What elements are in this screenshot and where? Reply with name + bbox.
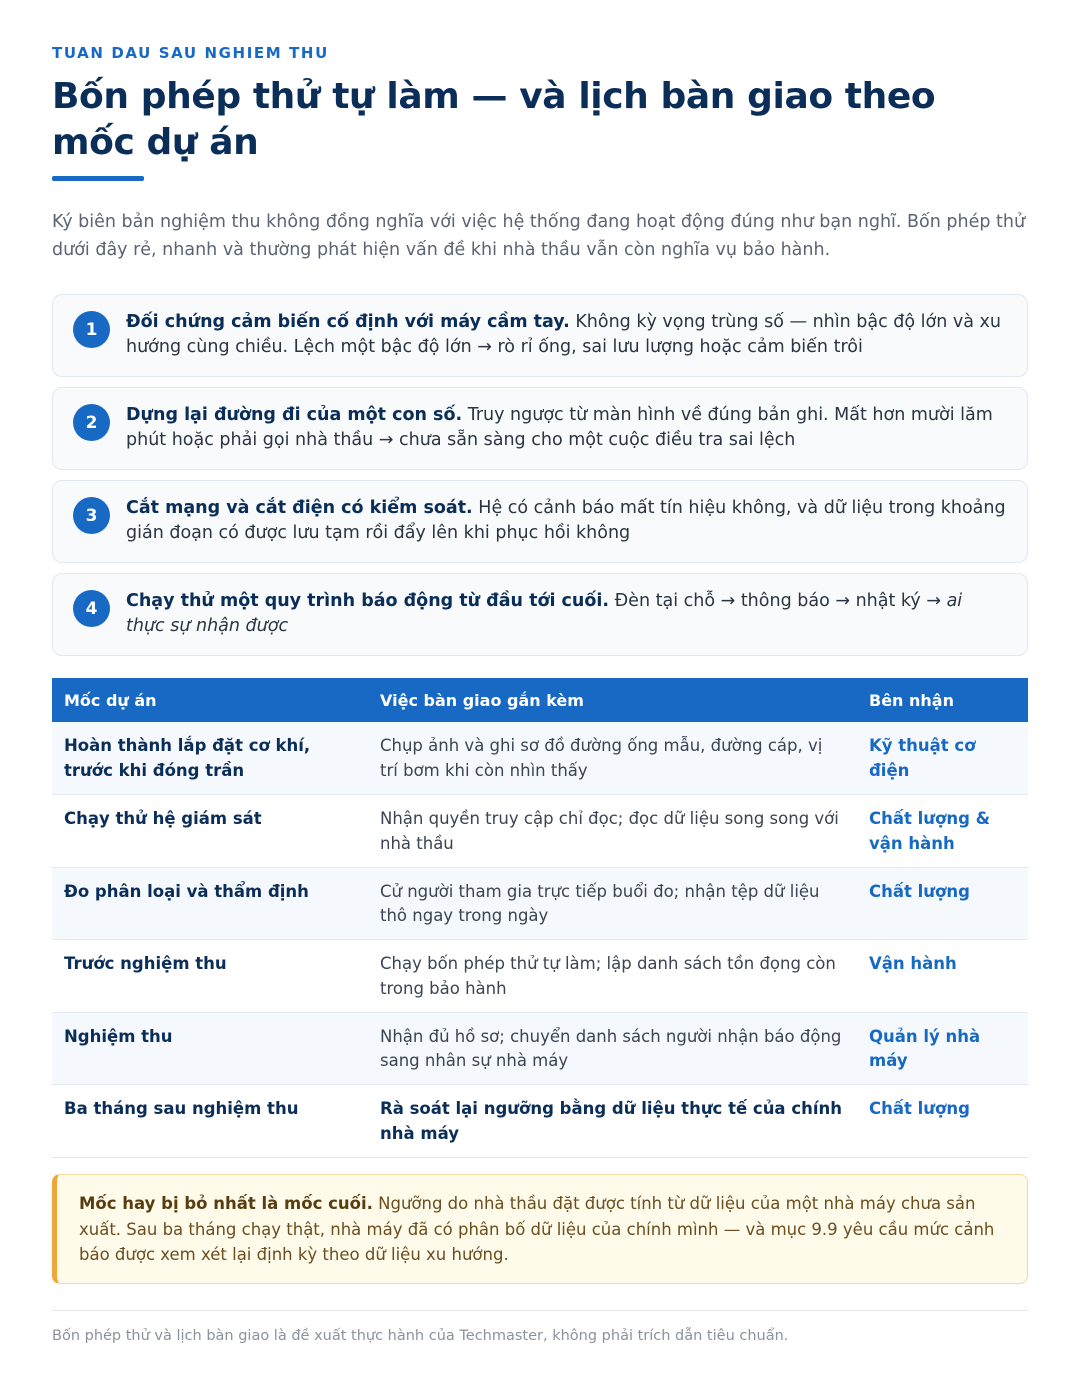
column-header-milestone: Mốc dự án — [52, 678, 368, 722]
table-row — [52, 867, 1028, 940]
table-row — [52, 1012, 1028, 1085]
owner-cell: Kỹ thuật cơ điện — [857, 722, 1028, 795]
table-row — [52, 940, 1028, 1013]
owner-cell: Chất lượng & vận hành — [857, 795, 1028, 868]
step-text — [126, 403, 1006, 453]
intro-paragraph: Ký biên bản nghiệm thu không đồng nghĩa với việc hệ thống đang hoạt động đúng như bạn nghĩ. Bốn phép thử dưới đây rẻ, nhanh và thường phát hiện vấn đề khi nhà thầu vẫn còn nghĩa vụ bảo hành. — [52, 212, 1026, 260]
footer-note: Bốn phép thử và lịch bàn giao là đề xuất thực hành của Techmaster, không phải trích dẫn tiêu chuẩn. — [52, 1328, 789, 1344]
callout-body: Ngưỡng do nhà thầu đặt được tính từ dữ liệu của một nhà máy chưa sản xuất. Sau ba tháng chạy thật, nhà máy đã có phân bố dữ liệu của chính mình — và mục 9.9 yêu cầu mức cảnh báo được xem xét lại định kỳ theo dữ liệu xu hướng. — [79, 1194, 995, 1264]
page-title: Bốn phép thử tự làm — và lịch bàn giao theo mốc dự án — [52, 76, 936, 163]
callout-note — [52, 1174, 1028, 1284]
table-row — [52, 722, 1028, 795]
deliverable-cell: Cử người tham gia trực tiếp buổi đo; nhận tệp dữ liệu thô ngay trong ngày — [368, 867, 857, 940]
table-header-row — [52, 678, 1028, 722]
owner-cell: Quản lý nhà máy — [857, 1012, 1028, 1085]
owner-cell: Chất lượng — [857, 1085, 1028, 1158]
step-number-badge: 1 — [73, 311, 110, 348]
owner-cell: Chất lượng — [857, 867, 1028, 940]
milestone-cell: Hoàn thành lắp đặt cơ khí, trước khi đóng trần — [52, 722, 368, 795]
step-card — [52, 573, 1028, 656]
footer-divider — [52, 1310, 1028, 1311]
step-emphasis: ai thực sự nhận được — [126, 591, 963, 636]
test-steps-list — [52, 294, 1028, 666]
step-text — [126, 589, 1006, 639]
milestone-cell: Nghiệm thu — [52, 1012, 368, 1085]
step-card — [52, 387, 1028, 470]
step-text — [126, 496, 1006, 546]
step-number-badge: 4 — [73, 590, 110, 627]
step-text — [126, 310, 1006, 360]
deliverable-cell: Rà soát lại ngưỡng bằng dữ liệu thực tế của chính nhà máy — [368, 1085, 857, 1158]
column-header-deliverable: Việc bàn giao gắn kèm — [368, 678, 857, 722]
table-row — [52, 795, 1028, 868]
deliverable-cell: Chạy bốn phép thử tự làm; lập danh sách tồn đọng còn trong bảo hành — [368, 940, 857, 1013]
milestone-handover-table — [52, 678, 1028, 1158]
step-number-badge: 2 — [73, 404, 110, 441]
step-body: Truy ngược từ màn hình về đúng bản ghi. Mất hơn mười lăm phút hoặc phải gọi nhà thầu → chưa sẵn sàng cho một cuộc điều tra sai lệch — [126, 405, 993, 450]
step-card — [52, 294, 1028, 377]
deliverable-cell: Chụp ảnh và ghi sơ đồ đường ống mẫu, đường cáp, vị trí bơm khi còn nhìn thấy — [368, 722, 857, 795]
step-number-badge: 3 — [73, 497, 110, 534]
eyebrow-label: TUAN DAU SAU NGHIEM THU — [52, 44, 329, 62]
step-body: Hệ có cảnh báo mất tín hiệu không, và dữ liệu trong khoảng gián đoạn có được lưu tạm rồi đẩy lên khi phục hồi không — [126, 498, 1006, 543]
step-body: Không kỳ vọng trùng số — nhìn bậc độ lớn và xu hướng cùng chiều. Lệch một bậc độ lớn → rò rỉ ống, sai lưu lượng hoặc cảm biến trôi — [126, 312, 1001, 357]
milestone-cell: Đo phân loại và thẩm định — [52, 867, 368, 940]
title-underline — [52, 176, 144, 181]
step-card — [52, 480, 1028, 563]
column-header-owner: Bên nhận — [857, 678, 1028, 722]
owner-cell: Vận hành — [857, 940, 1028, 1013]
milestone-cell: Chạy thử hệ giám sát — [52, 795, 368, 868]
milestone-cell: Trước nghiệm thu — [52, 940, 368, 1013]
deliverable-cell: Nhận quyền truy cập chỉ đọc; đọc dữ liệu song song với nhà thầu — [368, 795, 857, 868]
milestone-cell: Ba tháng sau nghiệm thu — [52, 1085, 368, 1158]
deliverable-cell: Nhận đủ hồ sơ; chuyển danh sách người nhận báo động sang nhân sự nhà máy — [368, 1012, 857, 1085]
step-body: Đèn tại chỗ → thông báo → nhật ký → — [609, 591, 947, 611]
table-row — [52, 1085, 1028, 1158]
step-heading: Cắt mạng và cắt điện có kiểm soát. — [126, 498, 473, 518]
step-heading: Dựng lại đường đi của một con số. — [126, 405, 463, 425]
step-heading: Đối chứng cảm biến cố định với máy cầm tay. — [126, 312, 570, 332]
step-heading: Chạy thử một quy trình báo động từ đầu tới cuối. — [126, 591, 610, 611]
callout-heading: Mốc hay bị bỏ nhất là mốc cuối. — [79, 1194, 373, 1213]
